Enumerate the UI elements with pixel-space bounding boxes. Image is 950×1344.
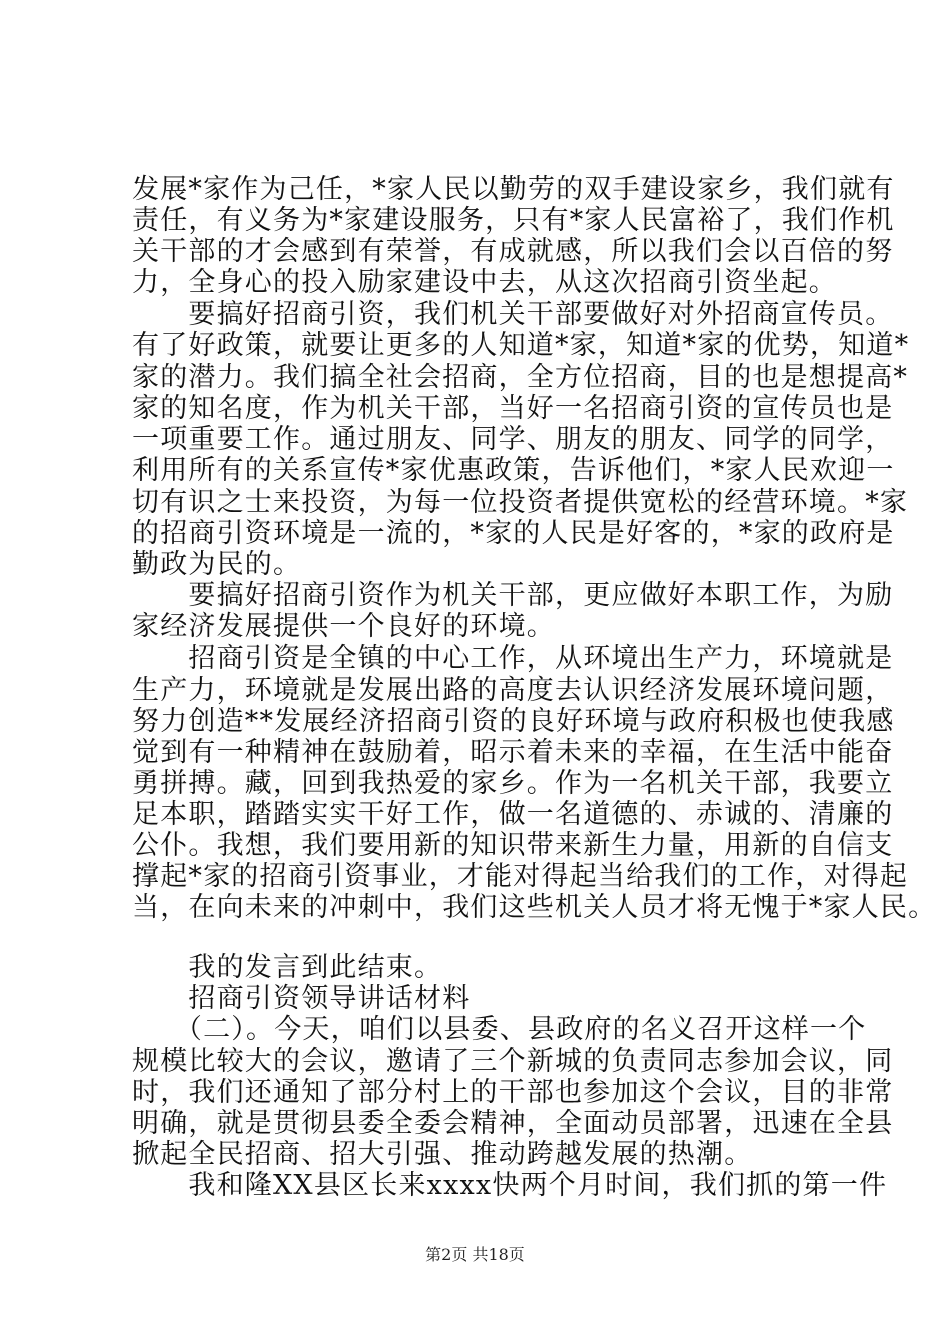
text-line: 当，在向未来的冲刺中，我们这些机关人员才将无愧于*家人民。 [132, 892, 937, 923]
text-line: 我的发言到此结束。 [132, 952, 443, 983]
text-line: 力，全身心的投入励家建设中去，从这次招商引资坐起。 [132, 267, 837, 298]
text-line: 家的潜力。我们搞全社会招商，全方位招商，目的也是想提高* [132, 362, 909, 393]
text-line: 关干部的才会感到有荣誉，有成就感，所以我们会以百倍的努 [132, 236, 894, 267]
text-line: 招商引资是全镇的中心工作，从环境出生产力，环境就是 [132, 643, 894, 674]
text-line: 足本职，踏踏实实干好工作，做一名道德的、赤诚的、清廉的 [132, 799, 894, 830]
text-line: 招商引资领导讲话材料 [132, 983, 471, 1014]
text-line: 家的知名度，作为机关干部，当好一名招商引资的宣传员也是 [132, 393, 894, 424]
text-line: 切有识之士来投资，为每一位投资者提供宽松的经营环境。*家 [132, 487, 909, 518]
text-line: （二）。今天，咱们以县委、县政府的名义召开这样一个 [132, 1014, 867, 1045]
text-line: 的招商引资环境是一流的，*家的人民是好客的，*家的政府是 [132, 518, 895, 549]
text-line: 利用所有的关系宣传*家优惠政策，告诉他们，*家人民欢迎一 [132, 455, 895, 486]
text-line: 掀起全民招商、招大引强、推动跨越发展的热潮。 [132, 1139, 753, 1170]
text-line: 一项重要工作。通过朋友、同学、朋友的朋友、同学的同学， [132, 424, 894, 455]
text-line: 觉到有一种精神在鼓励着，昭示着未来的幸福，在生活中能奋 [132, 737, 894, 768]
text-line: 我和隆XX县区长来xxxx快两个月时间，我们抓的第一件 [132, 1170, 888, 1201]
text-line: 要搞好招商引资作为机关干部，更应做好本职工作，为励 [132, 580, 894, 611]
text-line: 公仆。我想，我们要用新的知识带来新生力量，用新的自信支 [132, 830, 894, 861]
text-line: 有了好政策，就要让更多的人知道*家，知道*家的优势，知道* [132, 330, 910, 361]
text-line: 时，我们还通知了部分村上的干部也参加这个会议，目的非常 [132, 1077, 894, 1108]
text-line: 撑起*家的招商引资事业，才能对得起当给我们的工作，对得起 [132, 861, 909, 892]
text-line: 规模比较大的会议，邀请了三个新城的负责同志参加会议，同 [132, 1046, 894, 1077]
text-line: 要搞好招商引资，我们机关干部要做好对外招商宣传员。 [132, 299, 894, 330]
text-line: 家经济发展提供一个良好的环境。 [132, 611, 555, 642]
text-line: 勇拼搏。藏，回到我热爱的家乡。作为一名机关干部，我要立 [132, 768, 894, 799]
text-line: 努力创造**发展经济招商引资的良好环境与政府积极也使我感 [132, 706, 895, 737]
text-line: 明确，就是贯彻县委全委会精神，全面动员部署，迅速在全县 [132, 1108, 894, 1139]
page-number-footer: 第2页 共18页 [425, 1245, 525, 1264]
text-line: 生产力，环境就是发展出路的高度去认识经济发展环境问题， [132, 675, 894, 706]
text-line: 责任，有义务为*家建设服务，只有*家人民富裕了，我们作机 [132, 205, 895, 236]
text-line: 勤政为民的。 [132, 549, 302, 580]
text-line: 发展*家作为己任，*家人民以勤劳的双手建设家乡，我们就有 [132, 174, 895, 205]
